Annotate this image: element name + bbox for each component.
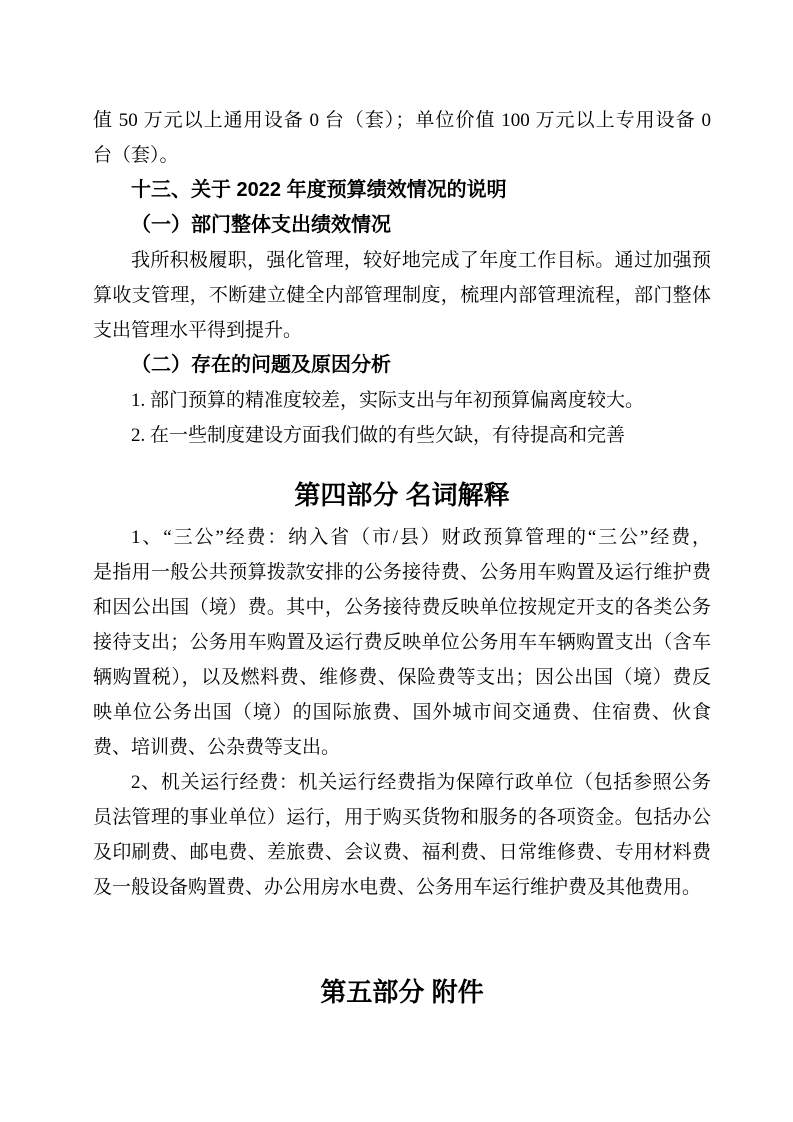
text-line: 支出管理水平得到提升。 [93, 320, 303, 341]
text-line: 是指用一般公共预算拨款安排的公务接待费、公务用车购置及运行维护费 [93, 562, 711, 583]
paragraph-term-2-agency-operating-funds [93, 765, 711, 905]
paragraph-term-1-sangong-funds [93, 520, 711, 765]
paragraph-performance-summary [93, 243, 711, 348]
heading-item-13-budget-performance: 十三、关于 2022 年度预算绩效情况的说明 [131, 179, 507, 201]
carryover-paragraph-equipment [93, 103, 711, 173]
text-line: 辆购置税），以及燃料费、维修费、保险费等支出；因公出国（境）费反 [93, 667, 711, 688]
text-line: 及一般设备购置费、办公用房水电费、公务用车运行维护费及其他费用。 [93, 877, 702, 898]
part-4-title-terms: 第四部分 名词解释 [294, 480, 510, 510]
heading-sub-1-overall-expenditure: （一）部门整体支出绩效情况 [131, 214, 391, 236]
text-line: 员法管理的事业单位）运行，用于购买货物和服务的各项资金。包括办公 [93, 807, 711, 828]
text-line: 接待支出；公务用车购置及运行费反映单位公务用车车辆购置支出（含车 [93, 632, 711, 653]
text-line: 2. 在一些制度建设方面我们做的有些欠缺，有待提高和完善 [131, 425, 626, 446]
text-line: 映单位公务出国（境）的国际旅费、国外城市间交通费、住宿费、伙食 [93, 702, 711, 723]
part-5-title-attachments: 第五部分 附件 [320, 977, 484, 1007]
text-line: 算收支管理，不断建立健全内部管理制度，梳理内部管理流程，部门整体 [93, 285, 711, 306]
text-line: 我所积极履职，强化管理，较好地完成了年度工作目标。通过加强预 [131, 250, 711, 271]
text-line: 费、培训费、公杂费等支出。 [93, 737, 341, 758]
heading-sub-2-problems-analysis: （二）存在的问题及原因分析 [131, 354, 391, 376]
paragraph-problem-2 [93, 418, 711, 453]
document-page-content [93, 103, 711, 1017]
text-line: 台（套）。 [93, 145, 179, 166]
text-line: 2、机关运行经费：机关运行经费指为保障行政单位（包括参照公务 [131, 772, 711, 793]
text-line: 1. 部门预算的精准度较差，实际支出与年初预算偏离度较大。 [131, 390, 645, 411]
text-line: 及印刷费、邮电费、差旅费、会议费、福利费、日常维修费、专用材料费 [93, 842, 711, 863]
paragraph-problem-1 [93, 383, 711, 418]
text-line: 1、“三公”经费：纳入省（市/县）财政预算管理的“三公”经费， [131, 527, 711, 548]
text-line: 和因公出国（境）费。其中，公务接待费反映单位按规定开支的各类公务 [93, 597, 711, 618]
text-line: 值 50 万元以上通用设备 0 台（套）；单位价值 100 万元以上专用设备 0 [93, 110, 711, 131]
